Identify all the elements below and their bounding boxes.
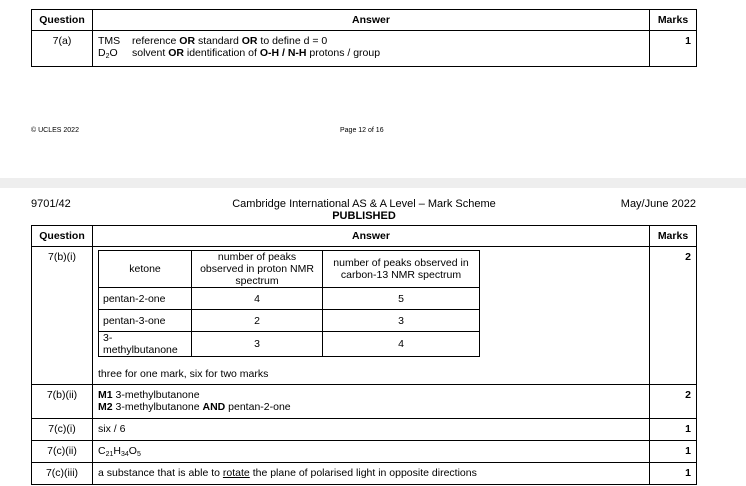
nmr-row: pentan-2-one 4 5 [99, 288, 480, 310]
nmr-row: pentan-3-one 2 3 [99, 310, 480, 332]
marks-value: 1 [650, 419, 697, 441]
marks-header: Marks [650, 10, 697, 31]
table-row [32, 385, 697, 419]
table-row [32, 441, 697, 463]
answer-header: Answer [93, 226, 650, 247]
m1-label: M1 [98, 389, 113, 401]
exam-session: May/June 2022 [620, 198, 696, 210]
question-number: 7(c)(iii) [32, 463, 93, 485]
page-number: Page 12 of 16 [340, 127, 384, 134]
mark-scheme-table [31, 225, 697, 485]
question-number: 7(c)(i) [32, 419, 93, 441]
answer-cell: M1 3-methylbutanone M2 3-methylbutanone AND pentan-2-one [93, 385, 650, 419]
question-number: 7(b)(ii) [32, 385, 93, 419]
nmr-table [98, 250, 480, 357]
document-title: Cambridge International AS & A Level – Mark Scheme [232, 198, 496, 210]
table-row [32, 463, 697, 485]
syllabus-code: 9701/42 [31, 198, 71, 210]
marks-value: 2 [650, 247, 697, 385]
marks-value: 1 [650, 31, 697, 67]
marks-value: 2 [650, 385, 697, 419]
published-label: PUBLISHED [332, 210, 396, 222]
question-header: Question [32, 226, 93, 247]
molecular-formula: $C_{21}H_{34}O_5$ [98, 445, 141, 458]
mark-scheme-table-top [31, 9, 697, 67]
answer-cell [93, 31, 650, 67]
table-row [32, 31, 697, 67]
question-number: 7(a) [32, 31, 93, 67]
question-number: 7(c)(ii) [32, 441, 93, 463]
page-12 [0, 0, 746, 178]
tms-line: TMS reference OR standard OR to define d = 0 [98, 35, 328, 47]
marks-value: 1 [650, 441, 697, 463]
answer-cell: six / 6 [93, 419, 650, 441]
table-row [32, 247, 697, 385]
m2-label: M2 [98, 401, 113, 413]
nmr-col-proton: number of peaks observed in proton NMR spectrum [192, 251, 323, 288]
answer-cell [93, 441, 650, 463]
answer-cell: a substance that is able to rotate the plane of polarised light in opposite directions [93, 463, 650, 485]
d2o-line: $D_2O$ solvent OR identification of O-H / N-H protons / group [98, 47, 381, 60]
marks-header: Marks [650, 226, 697, 247]
d2o-label: $D_2O$ [98, 47, 118, 60]
question-number: 7(b)(i) [32, 247, 93, 385]
tms-label: TMS [98, 35, 121, 47]
marks-value: 1 [650, 463, 697, 485]
page-13 [0, 188, 746, 486]
nmr-row: 3-methylbutanone 3 4 [99, 332, 480, 357]
question-header: Question [32, 10, 93, 31]
answer-cell [93, 247, 650, 385]
nmr-col-carbon: number of peaks observed in carbon-13 NMR spectrum [323, 251, 480, 288]
table-row [32, 419, 697, 441]
answer-header: Answer [93, 10, 650, 31]
nmr-col-ketone: ketone [99, 251, 192, 288]
marking-note: three for one mark, six for two marks [98, 368, 269, 380]
copyright: © UCLES 2022 [31, 127, 79, 134]
